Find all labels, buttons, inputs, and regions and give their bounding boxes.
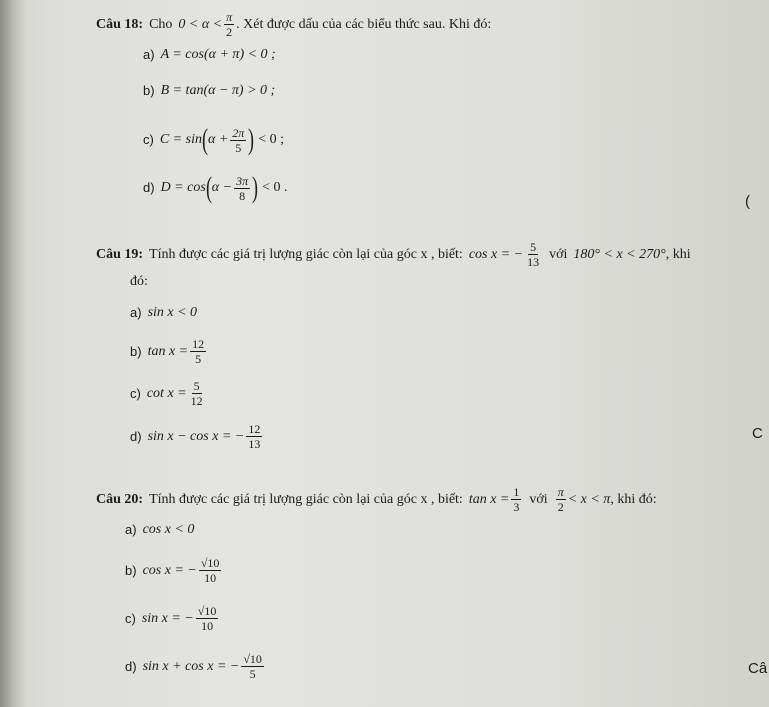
q20-a-label: a): [125, 522, 137, 537]
q18-a-expr: A = cos(α + π) < 0 ;: [160, 47, 276, 62]
q18-cond-den: 2: [226, 25, 233, 39]
q20-b-den: 10: [204, 571, 217, 585]
q18-c-inner: α +: [207, 132, 229, 147]
q18-rest: . Xét được dấu của các biểu thức sau. Khi đó:: [236, 16, 492, 32]
q19-c-den: 12: [190, 394, 203, 408]
q20-c-fraction: [196, 604, 219, 633]
q18-d-fraction: [234, 174, 250, 203]
q19-with: với: [549, 246, 568, 262]
edge-letter-c: C: [752, 425, 763, 442]
q19-cos-den: 13: [527, 255, 540, 269]
q20-tan-num: 1: [513, 485, 520, 499]
q18-cond-num: π: [226, 10, 233, 24]
q20-option-a: [125, 521, 194, 539]
q20-with: với: [529, 491, 548, 507]
q19-a-expr: sin x < 0: [147, 305, 198, 320]
q19-b-label: b): [130, 343, 142, 359]
edge-paren: (: [745, 193, 750, 210]
q18-option-b: [143, 82, 275, 100]
q19-range: 180° < x < 270°: [573, 246, 666, 262]
q20-tan-pre: tan x =: [468, 491, 510, 507]
q18-d-den: 8: [239, 188, 246, 203]
q20-range-num: π: [557, 485, 564, 499]
q20-range-post: < x < π: [567, 491, 611, 507]
q19-cont: đó:: [130, 274, 148, 289]
q18-c-pre: C = sin: [159, 132, 202, 147]
q18-d-inner: α −: [211, 180, 233, 195]
q19-b-den: 5: [195, 352, 202, 366]
q19-d-den: 13: [248, 437, 261, 451]
q18-label: Câu 18:: [96, 16, 144, 32]
q19-cos-num: 5: [530, 240, 537, 254]
q18-header: [96, 10, 491, 39]
q20-b-pre: cos x = −: [142, 562, 197, 578]
q18-cond-fraction: [224, 10, 234, 39]
q18-d-pre: D = cos: [160, 180, 206, 195]
q20-d-den: 5: [249, 667, 256, 681]
q20-range-fraction: [556, 485, 566, 514]
q19-d-fraction: [246, 422, 262, 451]
q20-d-fraction: [241, 652, 264, 681]
q20-c-label: c): [125, 610, 136, 626]
q20-c-den: 10: [201, 619, 214, 633]
q18-c-post: < 0 ;: [258, 132, 285, 147]
q19-d-pre: sin x − cos x = −: [147, 428, 245, 444]
q19-option-c: [130, 379, 207, 408]
q18-d-post: < 0 .: [262, 180, 288, 195]
q20-option-b: [125, 556, 223, 585]
q19-option-a: [130, 304, 197, 322]
q20-a-expr: cos x < 0: [142, 522, 195, 537]
q20-range-den: 2: [557, 500, 564, 514]
q19-d-label: d): [130, 428, 142, 444]
q18-c-label: c): [143, 132, 154, 147]
q18-cho: Cho: [149, 16, 173, 32]
q18-c-den: 5: [235, 140, 242, 155]
q18-d-num: 3π: [236, 173, 249, 188]
q19-c-label: c): [130, 385, 141, 401]
q19-option-b: [130, 337, 208, 366]
q20-header: [96, 485, 657, 514]
q20-c-num: √10: [197, 604, 217, 618]
q20-label: Câu 20:: [96, 491, 144, 507]
q20-option-c: [125, 604, 220, 633]
q20-d-num: √10: [243, 652, 262, 666]
q19-d-num: 12: [248, 422, 261, 436]
q19-b-fraction: [190, 337, 206, 366]
q19-cos-pre: cos x = −: [468, 246, 524, 262]
q19-text: Tính được các giá trị lượng giác còn lại của góc x , biết:: [149, 246, 463, 262]
q18-option-a: [143, 46, 276, 64]
page-binding-shadow: [0, 0, 26, 707]
q20-d-label: d): [125, 658, 137, 674]
q19-c-fraction: [189, 379, 205, 408]
q19-tail: , khi: [665, 246, 691, 262]
q20-option-d: [125, 652, 266, 681]
q20-text: Tính được các giá trị lượng giác còn lại của góc x , biết:: [149, 491, 463, 507]
q19-c-pre: cot x =: [146, 385, 187, 401]
q19-header: [96, 240, 691, 269]
q20-tan-den: 3: [513, 500, 520, 514]
q20-b-num: √10: [200, 556, 220, 570]
q19-option-d: [130, 422, 264, 451]
q20-b-label: b): [125, 562, 137, 578]
q20-tan-fraction: [511, 485, 521, 514]
q18-a-label: a): [143, 47, 155, 62]
q18-c-fraction: [230, 126, 246, 155]
edge-letters-ca: Câ: [748, 660, 768, 677]
q20-d-pre: sin x + cos x = −: [142, 658, 240, 674]
q20-b-fraction: [199, 556, 222, 585]
q18-b-label: b): [143, 83, 155, 98]
q19-c-num: 5: [193, 379, 200, 393]
q18-option-d: d) D = cos ( α − $\frac{3\pi}{8}$ ) < 0 .: [143, 171, 288, 204]
q18-b-expr: B = tan(α − π) > 0 ;: [160, 83, 276, 98]
q19-cos-fraction: [525, 240, 541, 269]
q18-option-c: c) C = sin ( α + $\frac{2\pi}{5}$ ) < 0 ;: [143, 123, 285, 156]
q18-c-num: 2π: [232, 125, 245, 140]
q19-a-label: a): [130, 305, 142, 320]
q20-tail: , khi đó:: [610, 491, 657, 507]
q18-d-label: d): [143, 180, 155, 195]
q19-label: Câu 19:: [96, 246, 144, 262]
q18-cond-left: 0 < α <: [178, 16, 223, 32]
q20-c-pre: sin x = −: [141, 610, 194, 626]
q19-b-num: 12: [192, 337, 205, 351]
q19-b-pre: tan x =: [147, 343, 189, 359]
